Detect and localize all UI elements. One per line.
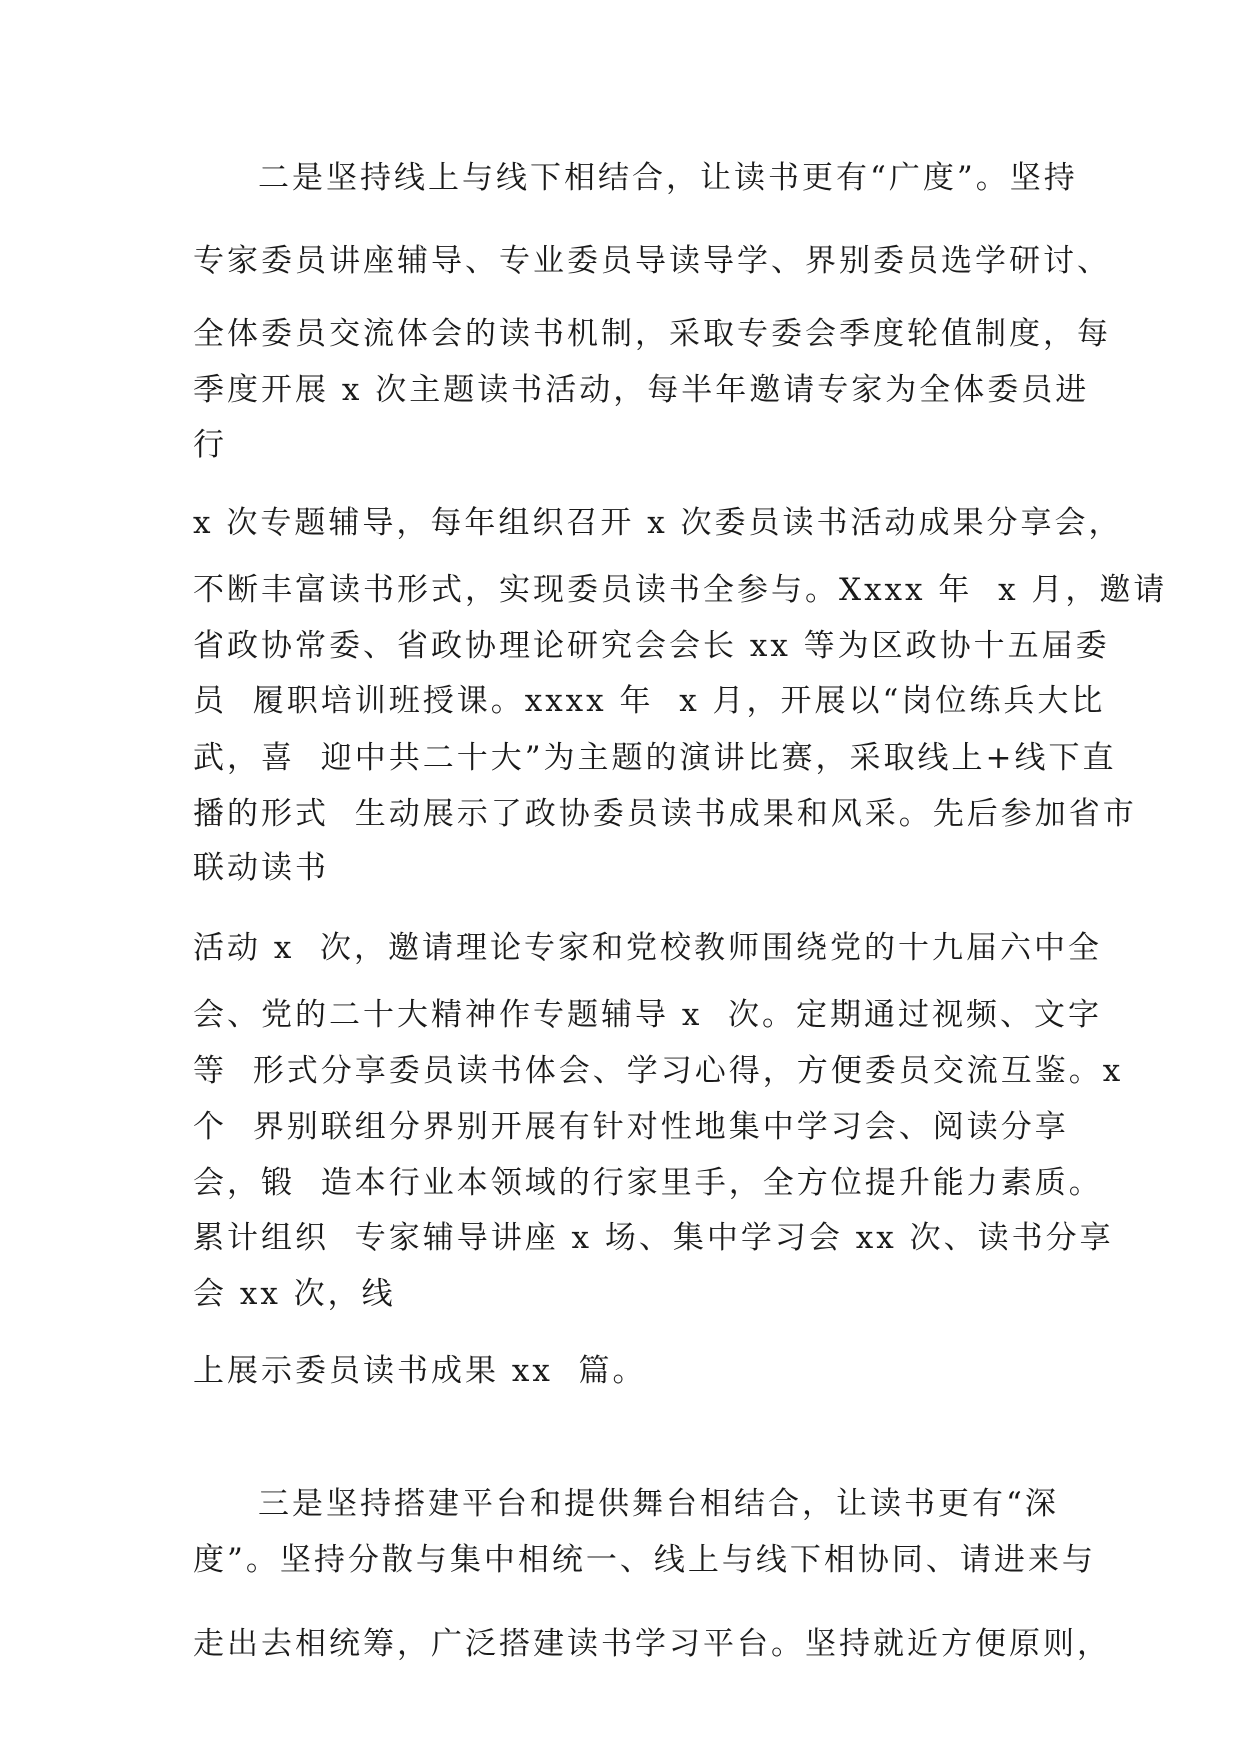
paragraph-2-line-16: 个 界别联组分界别开展有针对性地集中学习会、阅读分享 [193,1109,1069,1145]
paragraph-2-line-14: 会、党的二十大精神作专题辅导 x 次。定期通过视频、文字 [193,997,1103,1033]
paragraph-2-line-17: 会，锻 造本行业本领域的行家里手，全方位提升能力素质。 [193,1165,1103,1201]
paragraph-2-line-10: 武，喜 迎中共二十大”为主题的演讲比赛，采取线上+线下直 [193,740,1117,776]
paragraph-3-line-1: 三是坚持搭建平台和提供舞台相结合，让读书更有“深 [258,1486,1059,1522]
paragraph-2-line-12: 联动读书 [193,850,329,886]
paragraph-2-line-19: 会 xx 次，线 [193,1276,396,1312]
paragraph-2-line-15: 等 形式分享委员读书体会、学习心得，方便委员交流互鉴。x [193,1053,1124,1089]
paragraph-2-line-6: x 次专题辅导，每年组织召开 x 次委员读书活动成果分享会， [193,505,1123,541]
paragraph-2-line-2: 专家委员讲座辅导、专业委员导读导学、界别委员选学研讨、 [193,243,1111,279]
paragraph-2-line-3: 全体委员交流体会的读书机制，采取专委会季度轮值制度，每 [193,316,1111,352]
paragraph-3-line-3: 走出去相统筹，广泛搭建读书学习平台。坚持就近方便原则， [193,1626,1111,1662]
paragraph-2-line-20: 上展示委员读书成果 xx 篇。 [193,1353,647,1389]
paragraph-2-line-11: 播的形式 生动展示了政协委员读书成果和风采。先后参加省市 [193,796,1137,832]
paragraph-2-line-8: 省政协常委、省政协理论研究会会长 xx 等为区政协十五届委 [193,628,1110,664]
paragraph-2-line-1: 二是坚持线上与线下相结合，让读书更有“广度”。坚持 [258,160,1078,196]
paragraph-2-line-18: 累计组织 专家辅导讲座 x 场、集中学习会 xx 次、读书分享 [193,1220,1114,1256]
paragraph-2-line-13: 活动 x 次，邀请理论专家和党校教师围绕党的十九届六中全 [193,930,1103,966]
paragraph-2-line-5: 行 [193,427,227,463]
paragraph-2-line-9: 员 履职培训班授课。xxxx 年 x 月，开展以“岗位练兵大比 [193,683,1106,719]
paragraph-3-line-2: 度”。坚持分散与集中相统一、线上与线下相协同、请进来与 [193,1542,1096,1578]
paragraph-2-line-4: 季度开展 x 次主题读书活动，每半年邀请专家为全体委员进 [193,372,1090,408]
paragraph-2-line-7: 不断丰富读书形式，实现委员读书全参与。Xxxx 年 x 月，邀请 [193,572,1168,608]
